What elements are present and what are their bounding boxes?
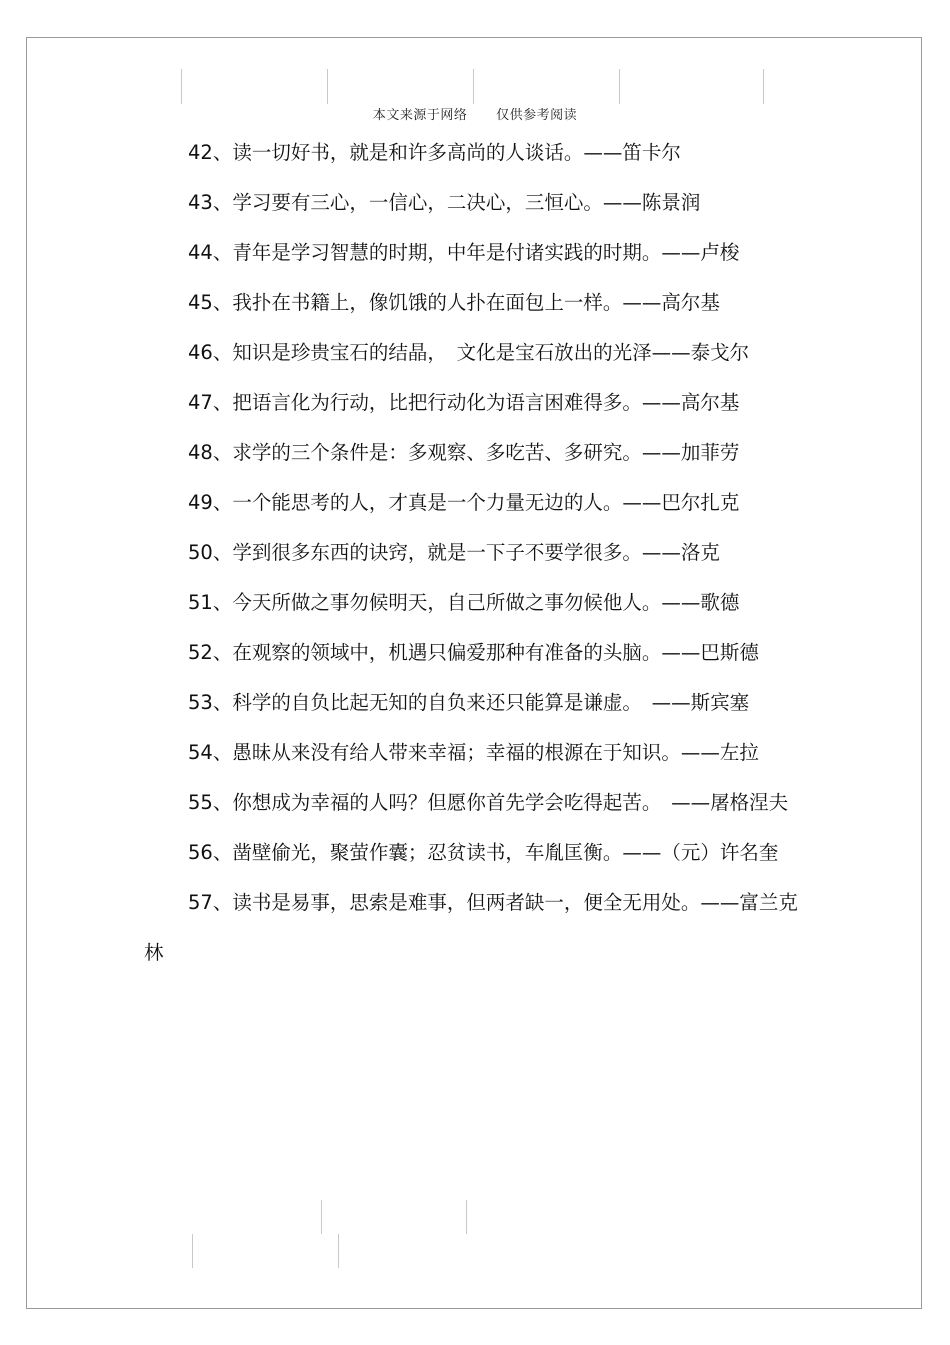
quote-item: 43、学习要有三心，一信心，二决心，三恒心。——陈景润 xyxy=(188,191,701,214)
footer-rule xyxy=(466,1200,467,1234)
quote-item: 51、今天所做之事勿候明天，自己所做之事勿候他人。——歌德 xyxy=(188,591,740,614)
quote-item: 46、知识是珍贵宝石的结晶， 文化是宝石放出的光泽——泰戈尔 xyxy=(188,341,750,364)
footer-rule xyxy=(192,1234,193,1268)
quote-item: 48、求学的三个条件是：多观察、多吃苦、多研究。——加菲劳 xyxy=(188,441,740,464)
footer-rule xyxy=(338,1234,339,1268)
quote-item: 56、凿壁偷光，聚萤作囊；忍贫读书，车胤匡衡。——（元）许名奎 xyxy=(188,841,779,864)
header-reference-note: 仅供参考阅读 xyxy=(496,108,578,123)
quote-item: 47、把语言化为行动，比把行动化为语言困难得多。——高尔基 xyxy=(188,391,740,414)
quote-list xyxy=(144,128,814,978)
quote-item: 44、青年是学习智慧的时期，中年是付诸实践的时期。——卢梭 xyxy=(188,241,740,264)
header-rule xyxy=(619,69,620,104)
quote-item: 49、一个能思考的人，才真是一个力量无边的人。——巴尔扎克 xyxy=(188,491,740,514)
quote-item: 54、愚昧从来没有给人带来幸福；幸福的根源在于知识。——左拉 xyxy=(188,741,759,764)
header-rule xyxy=(473,69,474,104)
header-source-note: 本文来源于网络 xyxy=(372,108,468,123)
page-header xyxy=(0,104,950,123)
header-rule xyxy=(763,69,764,104)
footer-rule xyxy=(321,1200,322,1234)
header-rule xyxy=(327,69,328,104)
quote-item: 50、学到很多东西的诀窍，就是一下子不要学很多。——洛克 xyxy=(188,541,720,564)
quote-item: 55、你想成为幸福的人吗？但愿你首先学会吃得起苦。 ——屠格涅夫 xyxy=(188,791,789,814)
quote-item: 45、我扑在书籍上，像饥饿的人扑在面包上一样。——高尔基 xyxy=(188,291,720,314)
header-rule xyxy=(181,69,182,104)
quote-item: 57、读书是易事，思索是难事，但两者缺一，便全无用处。——富兰克林 xyxy=(144,891,798,964)
quote-item: 52、在观察的领域中，机遇只偏爱那种有准备的头脑。——巴斯德 xyxy=(188,641,759,664)
quote-item: 42、读一切好书，就是和许多高尚的人谈话。——笛卡尔 xyxy=(188,141,681,164)
quote-item: 53、科学的自负比起无知的自负来还只能算是谦虚。 ——斯宾塞 xyxy=(188,691,750,714)
